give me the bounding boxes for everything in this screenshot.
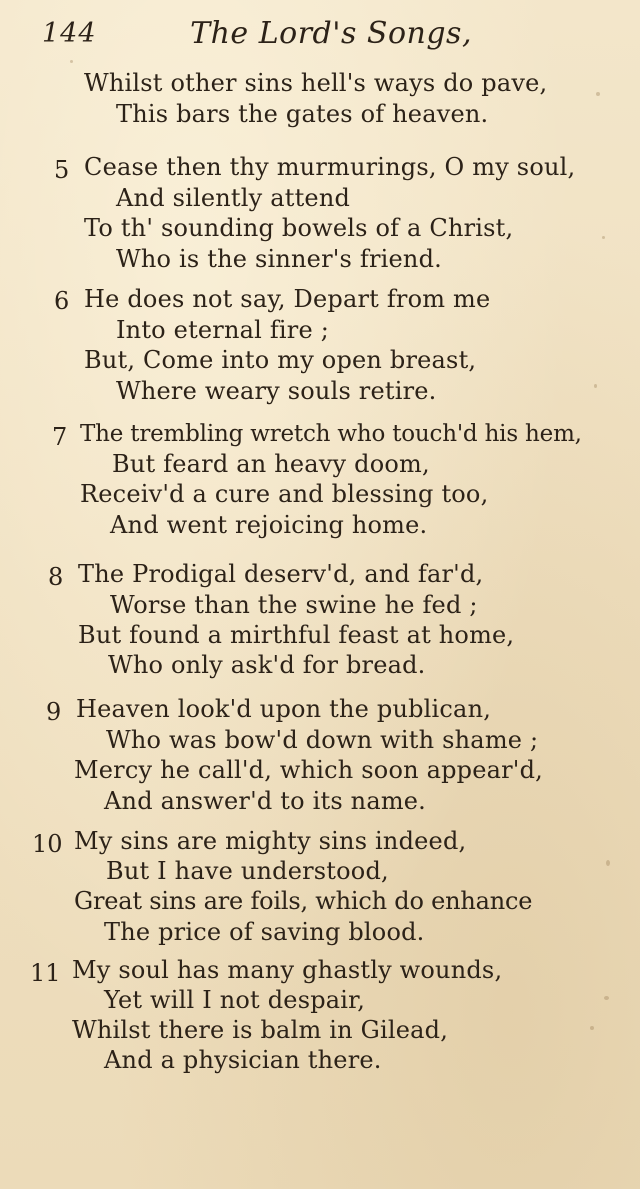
stanza-number: 7 bbox=[52, 423, 68, 451]
verse-line: But found a mirthful feast at home, bbox=[78, 621, 515, 649]
running-title: The Lord's Songs, bbox=[190, 16, 472, 51]
verse-line: But, Come into my open breast, bbox=[84, 346, 477, 374]
verse-line: Receiv'd a cure and blessing too, bbox=[80, 480, 489, 508]
stanza-number: 5 bbox=[54, 156, 70, 184]
paper-speck bbox=[604, 996, 609, 1000]
paper-speck bbox=[594, 384, 597, 388]
verse-line: Great sins are foils, which do enhance bbox=[74, 887, 533, 915]
verse-line: But feard an heavy doom, bbox=[112, 450, 430, 478]
stanza-number: 11 bbox=[30, 959, 61, 987]
verse-line: Who was bow'd down with shame ; bbox=[106, 726, 539, 754]
paper-speck bbox=[590, 1026, 594, 1030]
verse-line: My soul has many ghastly wounds, bbox=[72, 956, 503, 984]
page-number: 144 bbox=[42, 18, 97, 49]
verse-line: The price of saving blood. bbox=[104, 918, 425, 946]
paper-speck bbox=[596, 92, 600, 96]
verse-line: Where weary souls retire. bbox=[116, 377, 437, 405]
verse-line: The trembling wretch who touch'd his hem, bbox=[80, 421, 582, 447]
verse-line: But I have understood, bbox=[106, 857, 389, 885]
verse-line: And a physician there. bbox=[104, 1046, 382, 1074]
stanza-number: 8 bbox=[48, 563, 64, 591]
verse-line: Who is the sinner's friend. bbox=[116, 245, 442, 273]
verse-line: Mercy he call'd, which soon appear'd, bbox=[74, 756, 544, 784]
verse-line: Whilst other sins hell's ways do pave, bbox=[84, 69, 548, 97]
verse-line: Worse than the swine he fed ; bbox=[110, 591, 478, 619]
verse-line: And silently attend bbox=[116, 184, 351, 212]
paper-speck bbox=[606, 860, 610, 866]
verse-line: Heaven look'd upon the publican, bbox=[76, 695, 492, 723]
verse-line: The Prodigal deserv'd, and far'd, bbox=[78, 560, 484, 588]
verse-line: Whilst there is balm in Gilead, bbox=[72, 1016, 449, 1044]
verse-line: He does not say, Depart from me bbox=[84, 285, 491, 313]
page-header bbox=[0, 14, 640, 54]
verse-line: Who only ask'd for bread. bbox=[108, 651, 426, 679]
verse-line: And went rejoicing home. bbox=[110, 511, 428, 539]
verse-line: To th' sounding bowels of a Christ, bbox=[84, 214, 514, 242]
verse-line: Cease then thy murmurings, O my soul, bbox=[84, 153, 576, 181]
verse-line: Into eternal fire ; bbox=[116, 316, 330, 344]
paper-speck bbox=[602, 236, 605, 239]
verse-line: And answer'd to its name. bbox=[104, 787, 427, 815]
stanza-number: 6 bbox=[54, 287, 70, 315]
paper-speck bbox=[70, 60, 73, 63]
stanza-number: 10 bbox=[32, 830, 63, 858]
verse-line: This bars the gates of heaven. bbox=[116, 100, 489, 128]
verse-line: Yet will I not despair, bbox=[104, 986, 366, 1014]
stanza-number: 9 bbox=[46, 698, 62, 726]
verse-line: My sins are mighty sins indeed, bbox=[74, 827, 467, 855]
